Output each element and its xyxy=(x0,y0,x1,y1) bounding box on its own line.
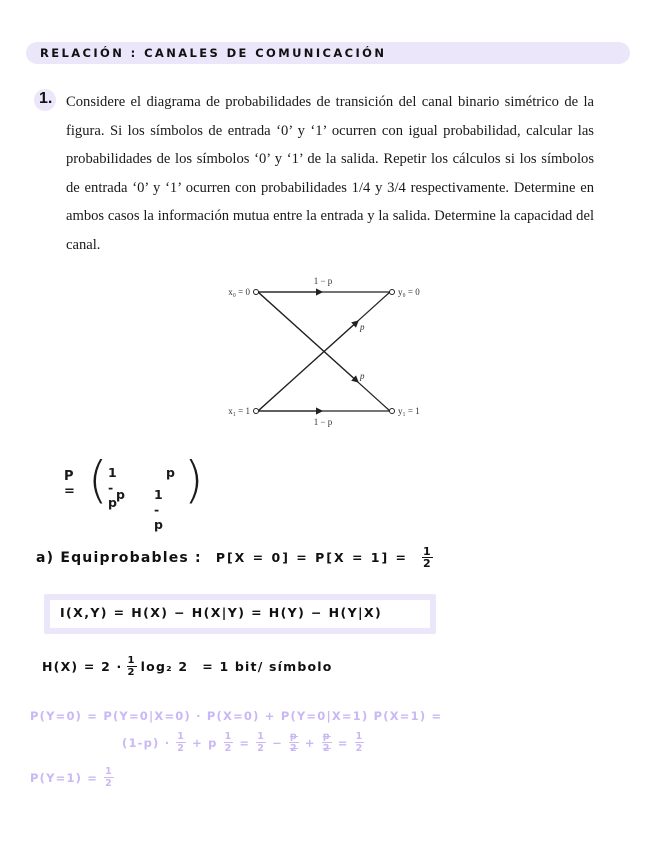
matrix-r2c1: p xyxy=(116,487,125,502)
note-py0-line1: P(Y=0) = P(Y=0|X=0) · P(X=0) + P(Y=0|X=1) P(X=1) = xyxy=(30,709,443,723)
node-y1 xyxy=(390,409,395,414)
note-py1: P(Y=1) = $\frac{1}{2}$ xyxy=(30,766,113,789)
matrix-r1c2: p xyxy=(166,465,175,480)
problem-number-badge xyxy=(34,89,56,111)
part-a-fraction: $\frac{1}{2}$ xyxy=(423,545,432,570)
entropy-result: = 1 bit/ símbolo xyxy=(202,659,333,674)
note-plus-p: + p xyxy=(192,735,218,750)
label-x0: x₀ = 0 xyxy=(228,287,250,297)
mutual-info-formula: I(X,Y) = H(X) − H(X|Y) = H(Y) − H(Y|X) xyxy=(60,605,383,620)
node-x1 xyxy=(254,409,259,414)
matrix-label: P = xyxy=(64,469,75,499)
entropy-lhs: H(X) = 2 · xyxy=(42,659,123,674)
label-top-edge: 1 − p xyxy=(313,276,333,286)
edge-cross-up-arrow xyxy=(258,321,358,411)
label-cross-down: p xyxy=(360,371,365,381)
edge-cross-down-arrow xyxy=(258,292,358,382)
part-a-title: a) Equiprobables : xyxy=(36,549,202,566)
label-y0: y₀ = 0 xyxy=(398,287,420,297)
label-x1: x₁ = 1 xyxy=(228,406,250,416)
label-bottom-edge: 1 − p xyxy=(313,417,333,427)
part-a-line xyxy=(36,546,433,569)
note-cancel-2: $\frac{p}{2}$ xyxy=(322,731,331,754)
entropy-log: log₂ 2 xyxy=(140,659,189,674)
binary-channel-diagram xyxy=(210,268,430,428)
note-cancel-1: $\frac{p}{2}$ xyxy=(289,731,298,754)
problem-text: Considere el diagrama de probabilidades de transición del canal binario simétrico de la figura. Si los símbolos de entrada ‘0’ y ‘1’ ocurren con igual probabilidad, calcular las probabilidades de los símbolos ‘0’ y ‘1’ de la salida. Repetir los cálculos si los símbolos de entrada ‘0’ y ‘1’ ocurren con probabilidades 1/4 y 3/4 respectivamente. Determine en ambos casos la información mutua entre la entrada y la salida. Determine la capacidad del canal. xyxy=(66,94,594,253)
entropy-line xyxy=(42,655,333,678)
matrix-r2c2: 1 - p xyxy=(154,487,163,532)
node-x0 xyxy=(254,290,259,295)
note-py0-line2: (1-p) · $\frac{1}{2}$ + p $\frac{1}{2}$ = $\frac{1}{2}$ − $\frac{p}{2}$ + $\frac{p}{2}$ = $\frac{1}{2}$ xyxy=(122,731,364,754)
label-y1: y₁ = 1 xyxy=(398,406,420,416)
matrix-left-paren: ( xyxy=(88,451,108,509)
problem-number: 1. xyxy=(39,90,53,107)
node-y0 xyxy=(390,290,395,295)
matrix-right-paren: ) xyxy=(184,451,204,509)
label-cross-up: p xyxy=(360,322,365,332)
note-term-1mp: (1-p) · xyxy=(122,735,171,750)
matrix-r1c1: 1 - p xyxy=(108,465,117,510)
part-a-statement: P[X = 0] = P[X = 1] = xyxy=(215,550,409,565)
entropy-fraction: $\frac{1}{2}$ xyxy=(127,655,136,678)
page-title: RELACIÓN : CANALES DE COMUNICACIÓN xyxy=(40,46,387,60)
